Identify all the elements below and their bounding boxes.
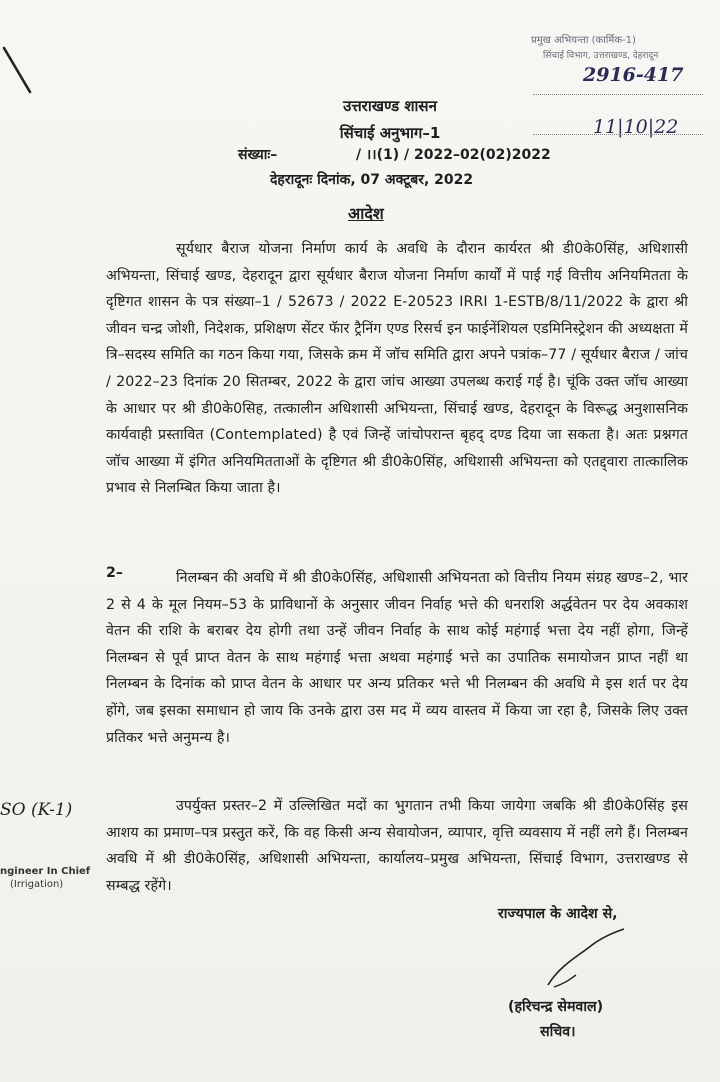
letter-number-label: संख्याः– — [238, 147, 278, 163]
signatory-designation: सचिव। — [540, 1024, 576, 1040]
margin-handwritten-note: SO (K-1) — [0, 800, 73, 820]
order-title: आदेश — [348, 204, 384, 223]
header-government: उत्तराखण्ड शासन — [343, 97, 437, 115]
stamp-rule-1 — [533, 94, 703, 95]
pen-stroke-mark — [0, 40, 40, 100]
signatory-name: (हरिचन्द्र सेमवाल) — [508, 999, 604, 1015]
paragraph-2-number: 2– — [106, 565, 123, 581]
handwritten-signature — [540, 925, 630, 995]
stamp-receipt-date: 11|10|22 — [593, 116, 679, 138]
receipt-stamp — [525, 28, 715, 138]
header-section: सिंचाई अनुभाग–1 — [339, 124, 441, 142]
paragraph-3: उपर्युक्त प्रस्तर–2 में उल्लिखित मदों का भुगतान तभी किया जायेगा जबकि श्री डी0के0सिंह इस आशय का प्रमाण–पत्र प्रस्तुत करें, कि वह किसी अन्य सेवायोजन, व्यापार, वृत्ति व्यवसाय में नहीं लगे हैं। निलम्बन अवधि में श्री डी0के0सिंह, अधिशासी अभियन्ता, कार्यालय–प्रमुख अभियन्ता, सिंचाई विभाग, उत्तराखण्ड से सम्बद्ध रहेंगे। — [106, 798, 688, 894]
margin-stamp-line2: (Irrigation) — [10, 879, 64, 890]
stamp-rule-2 — [533, 134, 703, 135]
margin-stamp-line1: ngineer In Chief — [0, 866, 91, 877]
stamp-receipt-number: 2916-417 — [583, 64, 684, 86]
stamp-office-line: प्रमुख अभियन्ता (कार्मिक-1) — [531, 35, 636, 46]
letter-number: / ।।(1) / 2022–02(02)2022 — [356, 147, 551, 163]
paragraph-1: सूर्यधार बैराज योजना निर्माण कार्य के अवधि के दौरान कार्यरत श्री डी0के0सिंह, अधिशासी अभियन्ता, सिंचाई खण्ड, देहरादून द्वारा सूर्यधार बैराज योजना निर्माण कार्यों में पाई गई वित्तीय अनियमितता के दृष्टिगत शासन के पत्र संख्या–1 / 52673 / 2022 E-20523 IRRI 1-ESTB/8/11/2022 के द्वारा श्री जीवन चन्द्र जोशी, निदेशक, प्रशिक्षण सेंटर फॅार ट्रैनिंग एण्ड रिसर्च इन फाईनेंशियल एडमिनिस्ट्रेशन की अध्यक्षता में त्रि–सदस्य समिति का गठन किया गया, जिसके क्रम में जॉच समिति द्वारा अपने पत्रांक–77 / सूर्यधार बैराज / जांच / 2022–23 दिनांक 20 सितम्बर, 2022 के द्वारा जांच आख्या उपलब्ध कराई गई है। चूंकि उक्त जॉच आख्या के आधार पर श्री डी0के0सिह, तत्कालीन अधिशासी अभियन्ता, सिंचाई खण्ड, देहरादून के विरूद्ध अनुशासनिक कार्यवाही प्रस्तावित (Contemplated) है एवं जिन्हें जांचोपरान्त बृहद् दण्ड दिया जा सकता है। अतः प्रश्नगत जॉच आख्या में इंगित अनियमितताओं के दृष्टिगत श्री डी0के0सिंह, अधिशासी अभियन्ता को एतद्द्वारा तात्कालिक प्रभाव से निलम्बित किया जाता है। — [106, 241, 688, 497]
signature-authority: राज्यपाल के आदेश से, — [498, 906, 618, 922]
paragraph-2: निलम्बन की अवधि में श्री डी0के0सिंह, अधिशासी अभियनता को वित्तीय नियम संग्रह खण्ड–2, भार 2 से 4 के मूल नियम–53 के प्राविधानों के अनुसार जीवन निर्वाह भत्ते की धनराशि अर्द्धवेतन पर देय अवकाश वेतन की राशि के बराबर देय होगी तथा उन्हें जीवन निर्वाह के साथ कोई महंगाई भत्ता देय नहीं होगा, जिन्हें निलम्बन से पूर्व प्राप्त वेतन के साथ महंगाई भत्ता अथवा महंगाई भत्ते का उपातिक समायोजन प्राप्त नहीं था निलम्बन के दिनांक को प्राप्त वेतन के आधार पर अन्य प्रतिकर भत्ते भी निलम्बन की अवधि मे इस शर्त पर देय होंगे, जब इसका समाधान हो जाय कि उनके द्वारा उस मद में व्यय वास्तव में किया जा रहा है, जिसके लिए उक्त प्रतिकर भत्ते अनुमन्य है। — [106, 570, 688, 746]
letter-date: देहरादूनः दिनांक, 07 अक्टूबर, 2022 — [270, 172, 474, 188]
stamp-place-line: सिंचाई विभाग, उत्तराखण्ड, देहरादून — [543, 51, 659, 61]
